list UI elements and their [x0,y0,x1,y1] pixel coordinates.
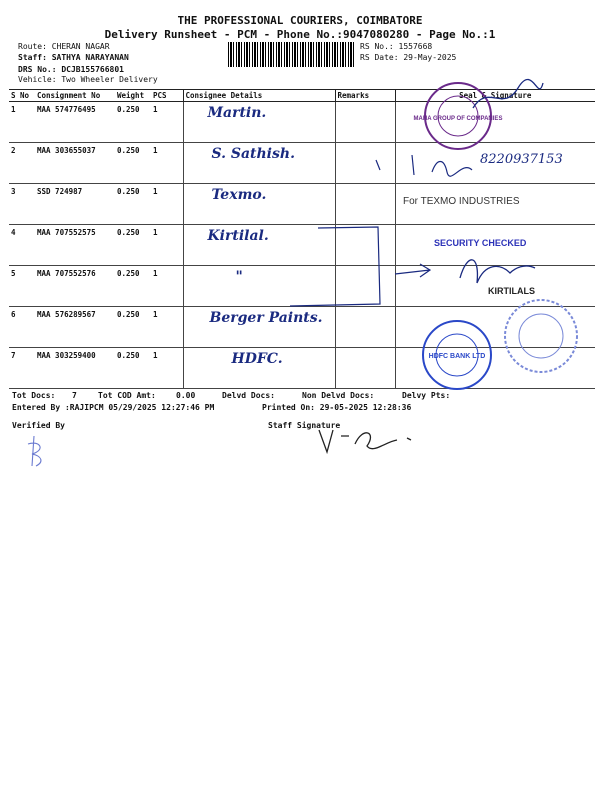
row-consignee [183,184,335,225]
row-remarks [335,348,395,389]
row-pcs: 1 [151,348,183,389]
col-sno: S No [9,90,35,102]
row-consignee [183,102,335,143]
tot-docs-label: Tot Docs: [12,391,56,400]
delvy-pts-label: Delvy Pts: [402,391,451,400]
tot-cod-value: 0.00 [176,391,196,400]
drs-label: DRS No.: DCJB155766801 [18,65,124,74]
row-weight: 0.250 [115,348,151,389]
entered-by: Entered By :RAJIPCM 05/29/2025 12:27:46 PM [12,403,215,412]
row-consignment-no: MAA 303259400 [35,348,115,389]
row-consignee [183,307,335,348]
row-pcs: 1 [151,307,183,348]
row-pcs: 1 [151,225,183,266]
row-sno: 5 [9,266,35,307]
seal-signature [468,78,548,118]
hdfc-seal-text: HDFC BANK LTD [428,353,486,360]
barcode [228,42,354,67]
kirtilals-stamp: KIRTILALS [488,286,535,296]
row-consignment-no: MAA 574776495 [35,102,115,143]
row-remarks [335,307,395,348]
verified-by-label: Verified By [12,421,65,430]
row-consignment-no: SSD 724987 [35,184,115,225]
col-seal-signature: Seal & Signature [395,90,595,102]
hdfc-seal-stamp [416,318,498,392]
texmo-stamp: For TEXMO INDUSTRIES [403,196,520,207]
consignee-handwriting: S. Sathish. [211,146,295,162]
runsheet-title: Delivery Runsheet - PCM - Phone No.:9047080280 - Page No.:1 [104,28,496,41]
consignee-handwriting: Kirtilal. [207,228,269,244]
row-consignment-no: MAA 707552576 [35,266,115,307]
col-consignee: Consignee Details [183,90,335,102]
row-sno: 6 [9,307,35,348]
col-weight: Weight [115,90,151,102]
company-seal-text: MAHA GROUP OF COMPANIES [413,116,503,122]
consignee-handwriting: Berger Paints. [209,310,323,326]
consignee-handwriting: Martin. [207,105,267,121]
col-remarks: Remarks [335,90,395,102]
row-pcs: 1 [151,143,183,184]
row-remarks [335,184,395,225]
row-weight: 0.250 [115,143,151,184]
row-consignment-no: MAA 707552575 [35,225,115,266]
vehicle-label: Vehicle: Two Wheeler Delivery [18,75,158,84]
rs-date: RS Date: 29-May-2025 [360,53,457,62]
row-sno: 1 [9,102,35,143]
handwritten-phone: 8220937153 [480,152,563,167]
row-consignee [183,348,335,389]
col-pcs: PCS [151,90,183,102]
rs-number: RS No.: 1557668 [360,42,433,51]
consignee-handwriting: " [235,269,243,285]
row-pcs: 1 [151,184,183,225]
security-checked-stamp: SECURITY CHECKED [434,238,527,248]
row-weight: 0.250 [115,184,151,225]
row-weight: 0.250 [115,225,151,266]
row-sno: 7 [9,348,35,389]
row-pcs: 1 [151,266,183,307]
row-consignee [183,143,335,184]
row-sno: 4 [9,225,35,266]
consignee-handwriting: Texmo. [211,187,267,203]
delvd-docs-label: Delvd Docs: [222,391,275,400]
staff-signature-label: Staff Signature [268,421,341,430]
staff-signature [315,424,425,458]
tot-cod-label: Tot COD Amt: [98,391,156,400]
row-weight: 0.250 [115,102,151,143]
printed-on: Printed On: 29-05-2025 12:28:36 [262,403,412,412]
col-consignment: Consignment No [35,90,115,102]
consignee-handwriting: HDFC. [231,351,283,367]
route-label: Route: CHERAN NAGAR [18,42,110,51]
row5-signature [455,248,545,293]
row-sno: 3 [9,184,35,225]
row-sno: 2 [9,143,35,184]
company-title: THE PROFESSIONAL COURIERS, COIMBATORE [177,14,423,27]
row-consignment-no: MAA 303655037 [35,143,115,184]
row-remarks [335,102,395,143]
staff-label: Staff: SATHYA NARAYANAN [18,53,129,62]
verifier-signature [22,432,52,472]
row-consignment-no: MAA 576289567 [35,307,115,348]
row2-signature [372,150,482,185]
row-pcs: 1 [151,102,183,143]
row-weight: 0.250 [115,307,151,348]
bracket-arrow-mark [280,222,440,312]
row-weight: 0.250 [115,266,151,307]
non-delvd-docs-label: Non Delvd Docs: [302,391,375,400]
tot-docs-value: 7 [72,391,77,400]
faint-round-stamp [498,296,584,376]
